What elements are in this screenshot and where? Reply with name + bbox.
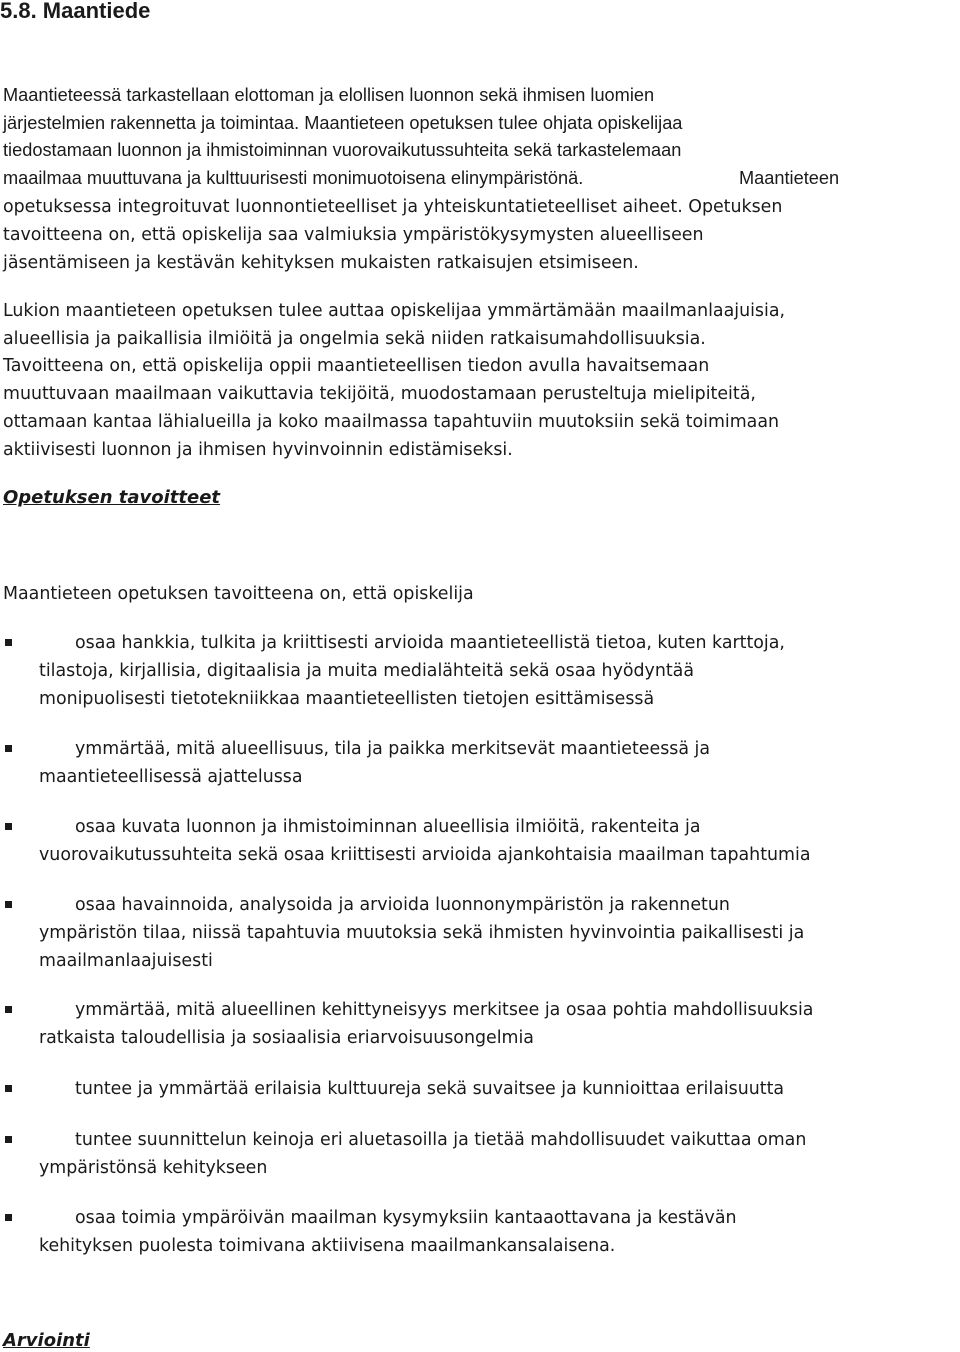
goals-heading: Opetuksen tavoitteet (3, 487, 221, 508)
goals-intro: Maantieteen opetuksen tavoitteena on, että opiskelija (3, 584, 474, 604)
intro-line: Maantieteessä tarkastellaan elottoman ja elollisen luonnon sekä ihmisen luomien (3, 85, 655, 105)
paragraph-line: ottamaan kantaa lähialueilla ja koko maailmassa tapahtuviin muutoksiin sekä toimimaan (3, 412, 779, 432)
goal-item-line: osaa havainnoida, analysoida ja arvioida luonnonympäristön ja rakennetun (75, 895, 730, 915)
bullet-icon (5, 901, 12, 908)
intro-line: järjestelmien rakennetta ja toimintaa. Maantieteen opetuksen tulee ohjata opiskelijaa (3, 113, 683, 133)
goal-item-line: ympäristönsä kehitykseen (39, 1158, 268, 1178)
intro-line: tiedostamaan luonnon ja ihmistoiminnan vuorovaikutussuhteita sekä tarkastelemaan (3, 140, 682, 160)
goal-item-line: ratkaista taloudellisia ja sosiaalisia eriarvoisuusongelmia (39, 1028, 534, 1048)
goal-item-line: ymmärtää, mitä alueellisuus, tila ja paikka merkitsevät maantieteessä ja (75, 739, 711, 759)
goal-item-line: ympäristön tilaa, niissä tapahtuvia muutoksia sekä ihmisten hyvinvointia paikallisesti ja (39, 923, 805, 943)
goal-item-line: ymmärtää, mitä alueellinen kehittyneisyys merkitsee ja osaa pohtia mahdollisuuksia (75, 1000, 814, 1020)
paragraph-line: Lukion maantieteen opetuksen tulee auttaa opiskelijaa ymmärtämään maailmanlaajuisia, (3, 301, 786, 321)
section-title: 5.8. Maantiede (0, 0, 151, 23)
goal-item-line: maailmanlaajuisesti (39, 951, 213, 971)
goal-item-line: maantieteellisessä ajattelussa (39, 767, 303, 787)
intro-line: tavoitteena on, että opiskelija saa valmiuksia ympäristökysymysten alueelliseen (3, 225, 704, 245)
bullet-icon (5, 1136, 12, 1143)
bullet-icon (5, 1085, 12, 1092)
goal-item-line: osaa toimia ympäröivän maailman kysymyksiin kantaaottavana ja kestävän (75, 1208, 737, 1228)
bullet-icon (5, 823, 12, 830)
goal-item-line: osaa hankkia, tulkita ja kriittisesti arvioida maantieteellistä tietoa, kuten karttoja, (75, 633, 785, 653)
bullet-icon (5, 1214, 12, 1221)
paragraph-line: Tavoitteena on, että opiskelija oppii maantieteellisen tiedon avulla havaitsemaan (3, 356, 710, 376)
bullet-icon (5, 639, 12, 646)
paragraph-line: muuttuvaan maailmaan vaikuttavia tekijöitä, muodostamaan perusteltuja mielipiteitä, (3, 384, 756, 404)
goal-item-line: vuorovaikutussuhteita sekä osaa kriittisesti arvioida ajankohtaisia maailman tapahtumia (39, 845, 811, 865)
paragraph-line: aktiivisesti luonnon ja ihmisen hyvinvoinnin edistämiseksi. (3, 440, 513, 460)
goal-item-line: tuntee suunnittelun keinoja eri aluetasoilla ja tietää mahdollisuudet vaikuttaa oman (75, 1130, 807, 1150)
goal-item-line: monipuolisesti tietotekniikkaa maantieteellisten tietojen esittämisessä (39, 689, 655, 709)
goal-item-line: tilastoja, kirjallisia, digitaalisia ja muita medialähteitä sekä osaa hyödyntää (39, 661, 694, 681)
goal-item-line: osaa kuvata luonnon ja ihmistoiminnan alueellisia ilmiöitä, rakenteita ja (75, 817, 701, 837)
bullet-icon (5, 745, 12, 752)
intro-line: opetuksessa integroituvat luonnontieteelliset ja yhteiskuntatieteelliset aiheet. Opetuksen (3, 197, 783, 217)
intro-line: Maantieteen (739, 168, 840, 188)
intro-line: jäsentämiseen ja kestävän kehityksen mukaisten ratkaisujen etsimiseen. (3, 253, 639, 273)
goal-item-line: tuntee ja ymmärtää erilaisia kulttuureja sekä suvaitsee ja kunnioittaa erilaisuutta (75, 1079, 785, 1099)
paragraph-line: alueellisia ja paikallisia ilmiöitä ja ongelmia sekä niiden ratkaisumahdollisuuksia. (3, 329, 706, 349)
goal-item-line: kehityksen puolesta toimivana aktiivisena maailmankansalaisena. (39, 1236, 616, 1256)
assessment-heading: Arviointi (3, 1330, 90, 1351)
intro-line: maailmaa muuttuvana ja kulttuurisesti monimuotoisena elinympäristönä. (3, 168, 584, 188)
bullet-icon (5, 1006, 12, 1013)
